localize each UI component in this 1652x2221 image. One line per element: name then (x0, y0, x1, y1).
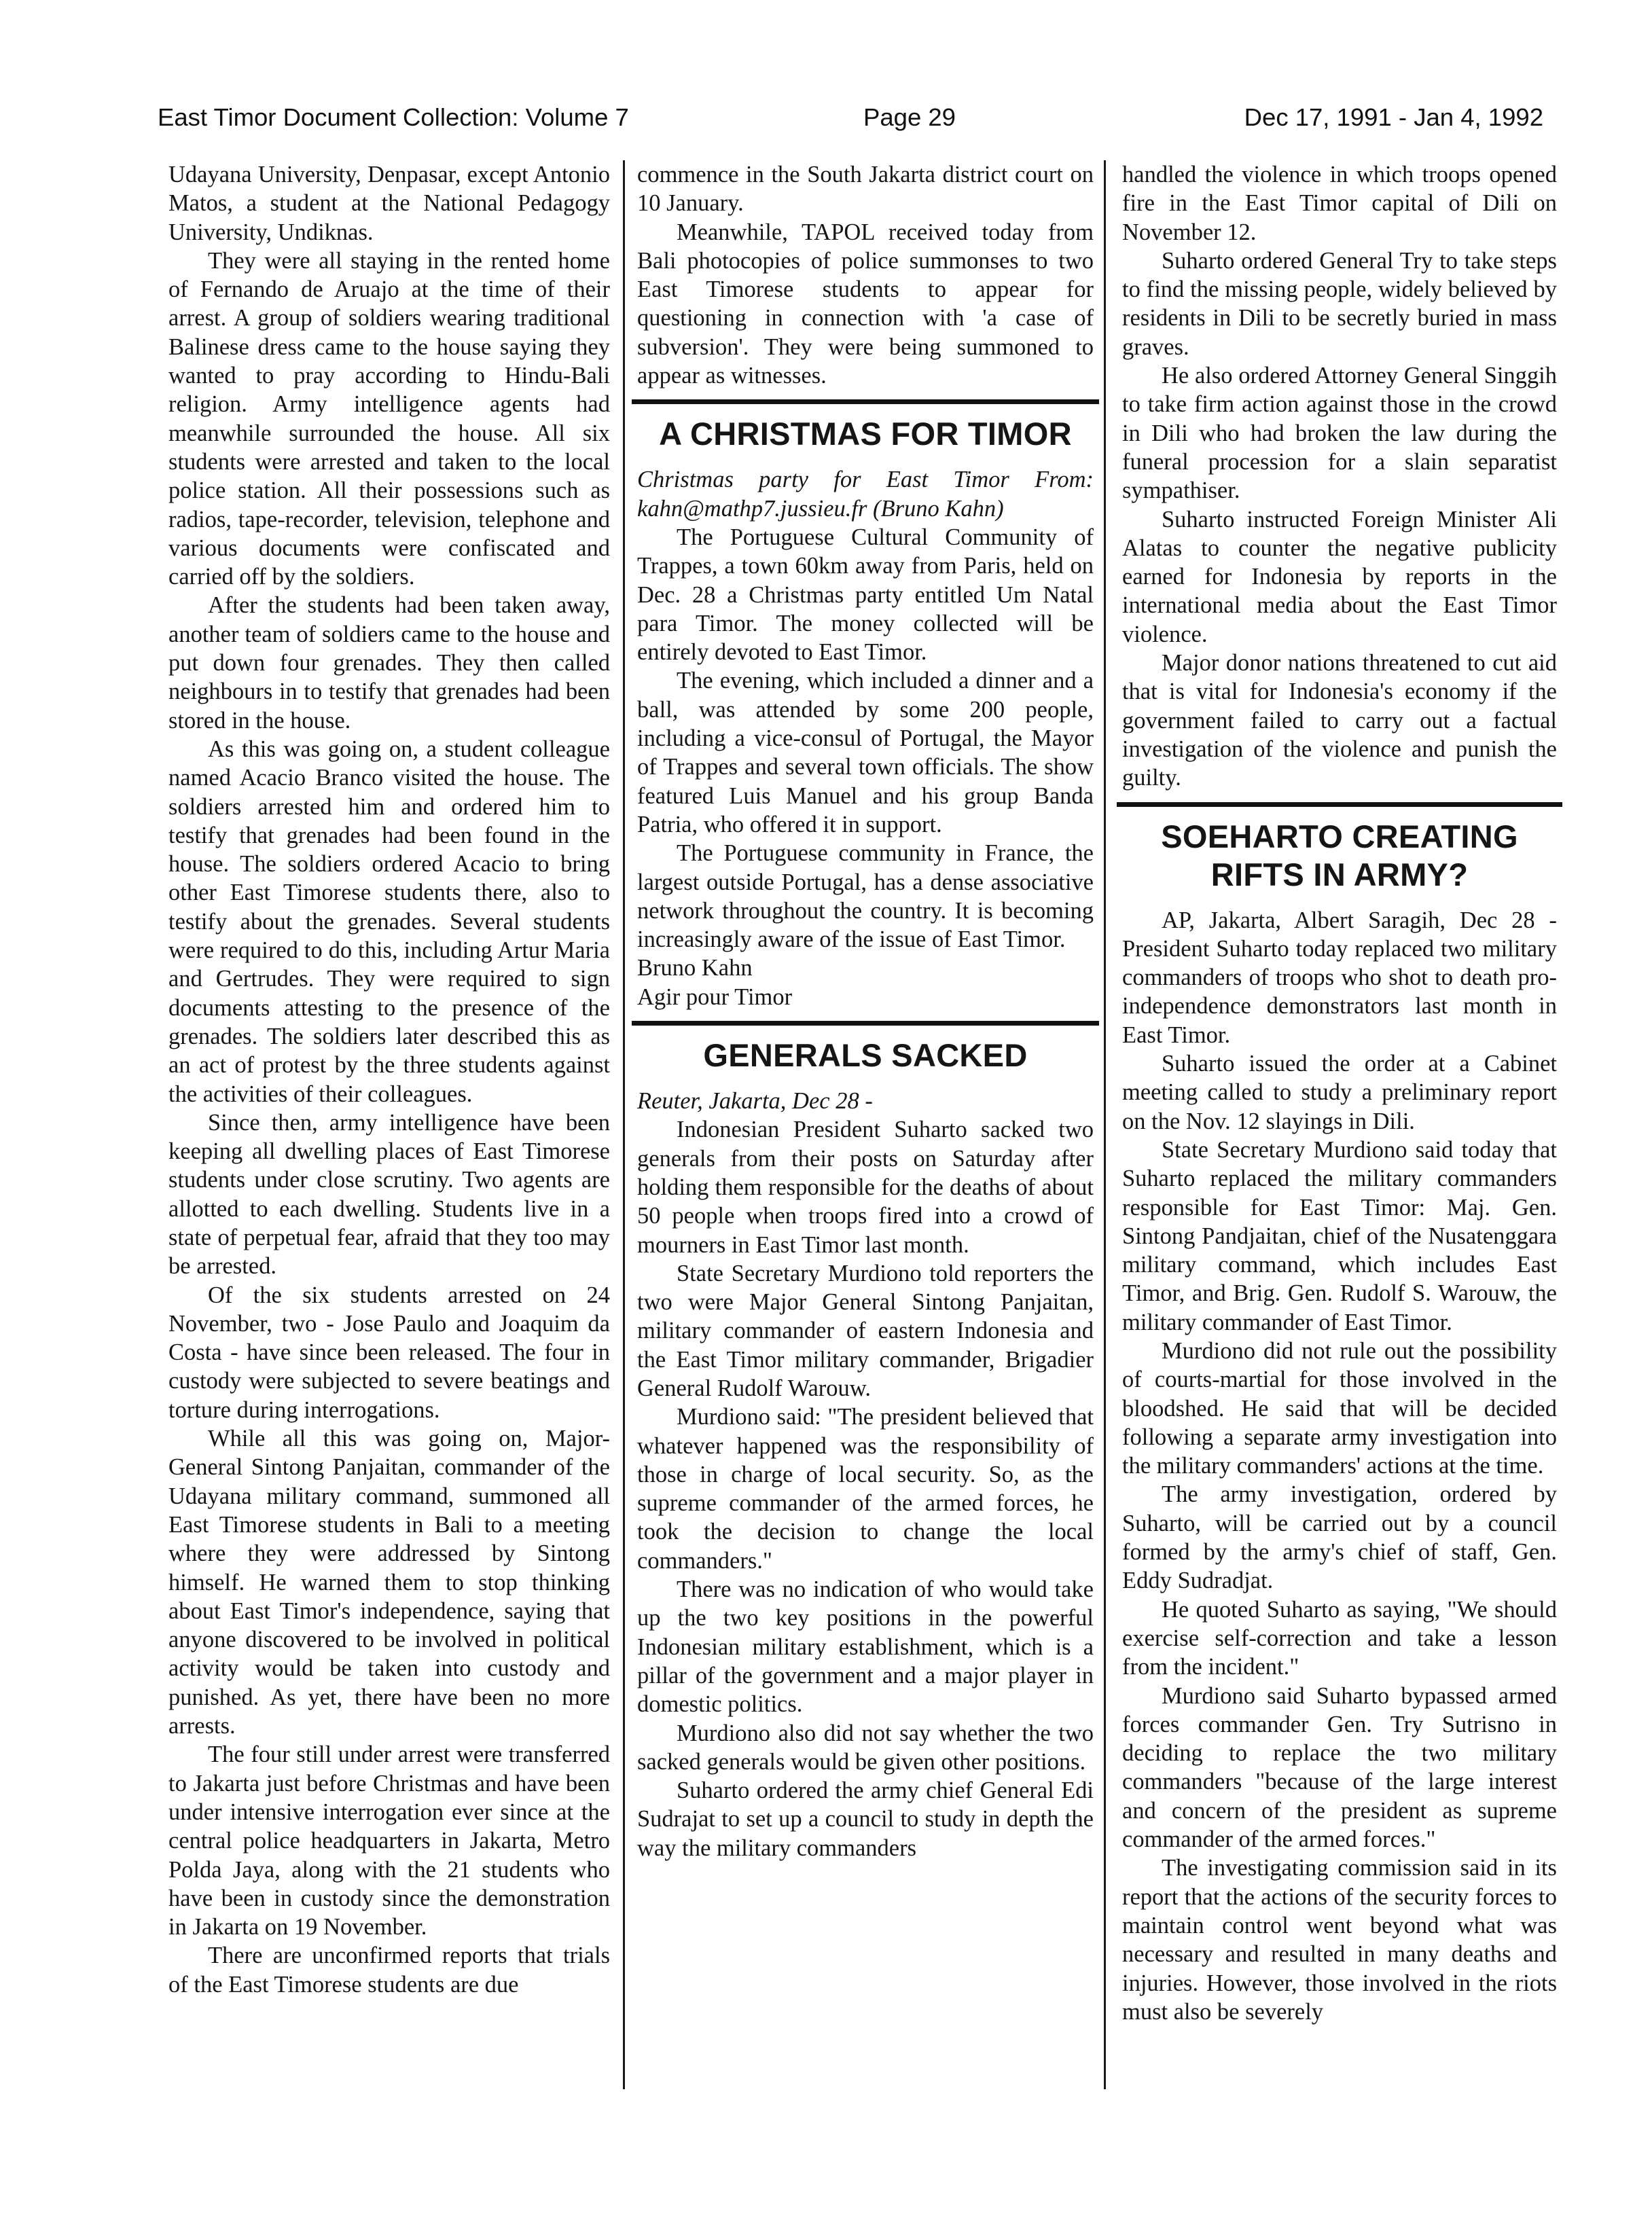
headline-christmas: A CHRISTMAS FOR TIMOR (659, 416, 1072, 452)
article-paragraph: Murdiono did not rule out the possibility of courts-martial for those involved in the bloodshed. He said that will be decided following a separate army investigation into the military commanders' actions at the time. (1122, 1337, 1557, 1479)
headline-generals: GENERALS SACKED (703, 1037, 1028, 1074)
article-paragraph: After the students had been taken away, another team of soldiers came to the house and put down four grenades. They then called neighbours in to testify that grenades had been stored in the house. (168, 592, 610, 734)
article-paragraph: There are unconfirmed reports that trials of the East Timorese students are due (168, 1943, 610, 1998)
column-divider (1104, 160, 1106, 2089)
article-paragraph: There was no indication of who would take up the two key positions in the powerful Indonesian military establishment, which is a pillar of the government and a major player in domestic politics. (637, 1576, 1094, 1718)
article-paragraph: AP, Jakarta, Albert Saragih, Dec 28 - President Suharto today replaced two military commanders of troops who shot to death pro-independence demonstrators last month in East Timor. (1122, 907, 1557, 1048)
signature-name: Bruno Kahn (637, 955, 753, 981)
article-paragraph: State Secretary Murdiono said today that Suharto replaced the military commanders responsible for East Timor: Maj. Gen. Sintong Pandjaitan, chief of the Nusatenggara military command, which includes East Timor, and Brig. Gen. Rudolf S. Warouw, the military commander of East Timor. (1122, 1136, 1557, 1335)
collection-title: East Timor Document Collection: Volume 7 (158, 103, 629, 131)
article-paragraph: The investigating commission said in its report that the actions of the security forces to maintain control went beyond what was necessary and resulted in many deaths and injuries. However, those involved in the riots must also be severely (1122, 1855, 1557, 2025)
column-divider (623, 160, 625, 2089)
page-number: Page 29 (863, 103, 956, 131)
article-paragraph: Of the six students arrested on 24 November, two - Jose Paulo and Joaquim da Costa - have since been released. The four in custody were subjected to severe beatings and torture during interrogations. (168, 1282, 610, 1423)
column-2 (637, 160, 1094, 1862)
article-paragraph: Suharto issued the order at a Cabinet meeting called to study a preliminary report on the Nov. 12 slayings in Dili. (1122, 1051, 1557, 1134)
article-paragraph: Since then, army intelligence have been keeping all dwelling places of East Timorese students under close scrutiny. Two agents are allotted to each dwelling. Students live in a state of perpetual fear, afraid that they too may be arrested. (168, 1109, 610, 1280)
article-paragraph: The Portuguese community in France, the largest outside Portugal, has a dense associative network throughout the country. It is becoming increasingly aware of the issue of East Timor. (637, 840, 1094, 953)
article-paragraph: commence in the South Jakarta district court on 10 January. (637, 162, 1094, 217)
article-paragraph: He also ordered Attorney General Singgih to take firm action against those in the crowd in Dili who had broken the law during the funeral procession for a slain separatist sympathiser. (1122, 363, 1557, 504)
article-paragraph: Suharto ordered the army chief General Edi Sudrajat to set up a council to study in depth the way the military commanders (637, 1777, 1094, 1861)
article-paragraph: Major donor nations threatened to cut aid that is vital for Indonesia's economy if the government failed to carry out a factual investigation of the violence and punish the guilty. (1122, 650, 1557, 791)
article-paragraph: Murdiono said Suharto bypassed armed forces commander Gen. Try Sutrisno in deciding to replace the two military commanders "because of the large interest and concern of the president as supreme commander of the armed forces." (1122, 1682, 1557, 1853)
section-rule (1117, 802, 1562, 807)
article-paragraph: handled the violence in which troops opened fire in the East Timor capital of Dili on November 12. (1122, 162, 1557, 245)
article-paragraph: Murdiono also did not say whether the two sacked generals would be given other positions. (637, 1720, 1094, 1775)
byline-christmas: Christmas party for East Timor From: kahn@mathp7.jussieu.fr (Bruno Kahn) (637, 467, 1094, 522)
article-paragraph: The Portuguese Cultural Community of Trappes, a town 60km away from Paris, held on Dec. 28 a Christmas party entitled Um Natal para Timor. The money collected will be entirely devoted to East Timor. (637, 524, 1094, 666)
signature-org: Agir pour Timor (637, 983, 793, 1010)
article-paragraph: Murdiono said: "The president believed that whatever happened was the responsibility of those in charge of local security. So, as the supreme commander of the armed forces, he took the decision to change the local commanders." (637, 1404, 1094, 1574)
section-rule (632, 399, 1099, 404)
article-paragraph: They were all staying in the rented home of Fernando de Aruajo at the time of their arrest. A group of soldiers wearing traditional Balinese dress came to the house saying they wanted to pray according to Hindu-Bali religion. Army intelligence agents had meanwhile surrounded the house. All six students were arrested and taken to the local police station. All their possessions such as radios, tape-recorder, television, telephone and various documents were confiscated and carried off by the soldiers. (168, 247, 610, 590)
date-range: Dec 17, 1991 - Jan 4, 1992 (1244, 103, 1543, 131)
article-paragraph: State Secretary Murdiono told reporters the two were Major General Sintong Panjaitan, military commander of eastern Indonesia and the East Timor military commander, Brigadier General Rudolf Warouw. (637, 1260, 1094, 1401)
column-1 (168, 160, 610, 1999)
article-paragraph: While all this was going on, Major-General Sintong Panjaitan, commander of the Udayana military command, summoned all East Timorese students in Bali to a meeting where they were addressed by Sintong himself. He warned them to stop thinking about East Timor's independence, saying that anyone discovered to be involved in political activity would be taken into custody and punished. As yet, there have been no more arrests. (168, 1426, 610, 1739)
byline-generals: Reuter, Jakarta, Dec 28 - (637, 1088, 873, 1115)
section-rule (632, 1021, 1099, 1026)
page-header (158, 101, 1543, 134)
column-3 (1122, 160, 1557, 2026)
article-paragraph: Suharto ordered General Try to take steps to find the missing people, widely believed by residents in Dili to be secretly buried in mass graves. (1122, 247, 1557, 360)
article-paragraph: Meanwhile, TAPOL received today from Bali photocopies of police summonses to two East Timorese students to appear for questioning in connection with 'a case of subversion'. They were being summoned to appear as witnesses. (637, 219, 1094, 389)
article-paragraph: Indonesian President Suharto sacked two generals from their posts on Saturday after holding them responsible for the deaths of about 50 people when troops fired into a crowd of mourners in East Timor last month. (637, 1117, 1094, 1258)
article-paragraph: Suharto instructed Foreign Minister Ali Alatas to counter the negative publicity earned for Indonesia by reports in the international media about the East Timor violence. (1122, 506, 1557, 647)
article-paragraph: The evening, which included a dinner and a ball, was attended by some 200 people, including a vice-consul of Portugal, the Mayor of Trappes and several town officials. The show featured Luis Manuel and his group Banda Patria, who offered it in support. (637, 668, 1094, 837)
article-paragraph: Udayana University, Denpasar, except Antonio Matos, a student at the National Pedagogy University, Undiknas. (168, 162, 610, 245)
article-paragraph: He quoted Suharto as saying, "We should exercise self-correction and take a lesson from the incident." (1122, 1596, 1557, 1680)
article-paragraph: The army investigation, ordered by Suharto, will be carried out by a council formed by the army's chief of staff, Gen. Eddy Sudradjat. (1122, 1481, 1557, 1594)
headline-soeharto: SOEHARTO CREATING RIFTS IN ARMY? (1161, 818, 1518, 892)
article-paragraph: The four still under arrest were transferred to Jakarta just before Christmas and have been under intensive interrogation ever since at the central police headquarters in Jakarta, Metro Polda Jaya, along with the 21 students who have been in custody since the demonstration in Jakarta on 19 November. (168, 1741, 610, 1940)
article-paragraph: As this was going on, a student colleague named Acacio Branco visited the house. The soldiers arrested him and ordered him to testify that grenades had been found in the house. The soldiers ordered Acacio to bring other East Timorese students there, also to testify about the grenades. Several students were required to do this, including Artur Maria and Gertrudes. They were required to sign documents attesting to the presence of the grenades. The soldiers later described this as an act of protest by the three students against the activities of their colleagues. (168, 736, 610, 1107)
